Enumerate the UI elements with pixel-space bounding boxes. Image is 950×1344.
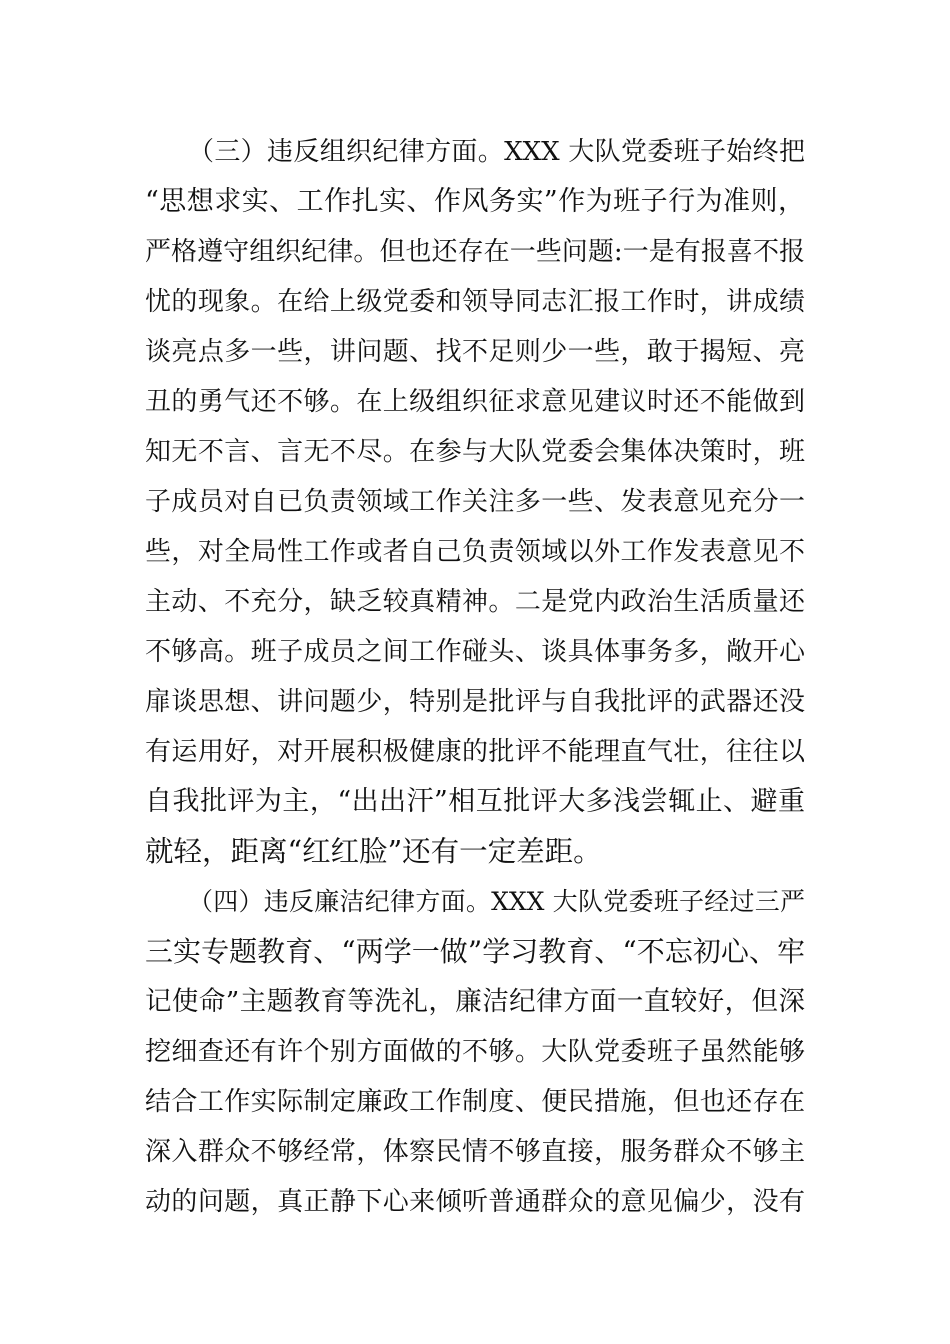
paragraph-1-line-10: 主动、不充分，缺乏较真精神。二是党内政治生活质量还: [145, 587, 805, 617]
paragraph-2-line-7: 动的问题，真正静下心来倾听普通群众的意见偏少，没有: [145, 1187, 805, 1217]
paragraph-1-line-12: 扉谈思想、讲问题少，特别是批评与自我批评的武器还没: [145, 687, 805, 717]
paragraph-1-line-8: 子成员对自已负责领域工作关注多一些、发表意见充分一: [145, 487, 805, 517]
paragraph-1-line-3: 严格遵守组织纪律。但也还存在一些问题:一是有报喜不报: [145, 237, 805, 267]
paragraph-2-line-3: 记使命”主题教育等洗礼，廉洁纪律方面一直较好，但深: [145, 986, 805, 1017]
paragraph-2-line-1: （四）违反廉洁纪律方面。XXX 大队党委班子经过三严: [188, 887, 805, 916]
paragraph-1-line-1: （三）违反组织纪律方面。XXX 大队党委班子始终把: [188, 137, 805, 167]
paragraph-1-line-2: “思想求实、工作扎实、作风务实”作为班子行为准则，: [145, 186, 805, 217]
paragraph-1-line-14: 自我批评为主，“出出汗”相互批评大多浅尝辄止、避重: [145, 786, 805, 817]
paragraph-1-line-4: 忧的现象。在给上级党委和领导同志汇报工作时，讲成绩: [145, 287, 805, 317]
paragraph-2-line-4: 挖细查还有许个别方面做的不够。大队党委班子虽然能够: [145, 1037, 805, 1067]
paragraph-1-line-7: 知无不言、言无不尽。在参与大队党委会集体决策时，班: [145, 437, 805, 467]
paragraph-1-line-6: 丑的勇气还不够。在上级组织征求意见建议时还不能做到: [145, 387, 805, 417]
paragraph-2-line-2: 三实专题教育、“两学一做”学习教育、“不忘初心、牢: [145, 935, 805, 968]
paragraph-1-line-9: 些，对全局性工作或者自己负责领域以外工作发表意见不: [145, 537, 805, 567]
paragraph-2-line-5: 结合工作实际制定廉政工作制度、便民措施，但也还存在: [145, 1087, 805, 1117]
paragraph-1-line-11: 不够高。班子成员之间工作碰头、谈具体事务多，敞开心: [145, 637, 805, 667]
paragraph-1-line-5: 谈亮点多一些，讲问题、找不足则少一些，敢于揭短、亮: [145, 337, 805, 367]
paragraph-1-line-15: 就轻，距离“红红脸”还有一定差距。: [145, 835, 602, 868]
paragraph-1-line-13: 有运用好，对开展积极健康的批评不能理直气壮，往往以: [145, 737, 805, 767]
paragraph-2-line-6: 深入群众不够经常，体察民情不够直接，服务群众不够主: [145, 1137, 805, 1167]
